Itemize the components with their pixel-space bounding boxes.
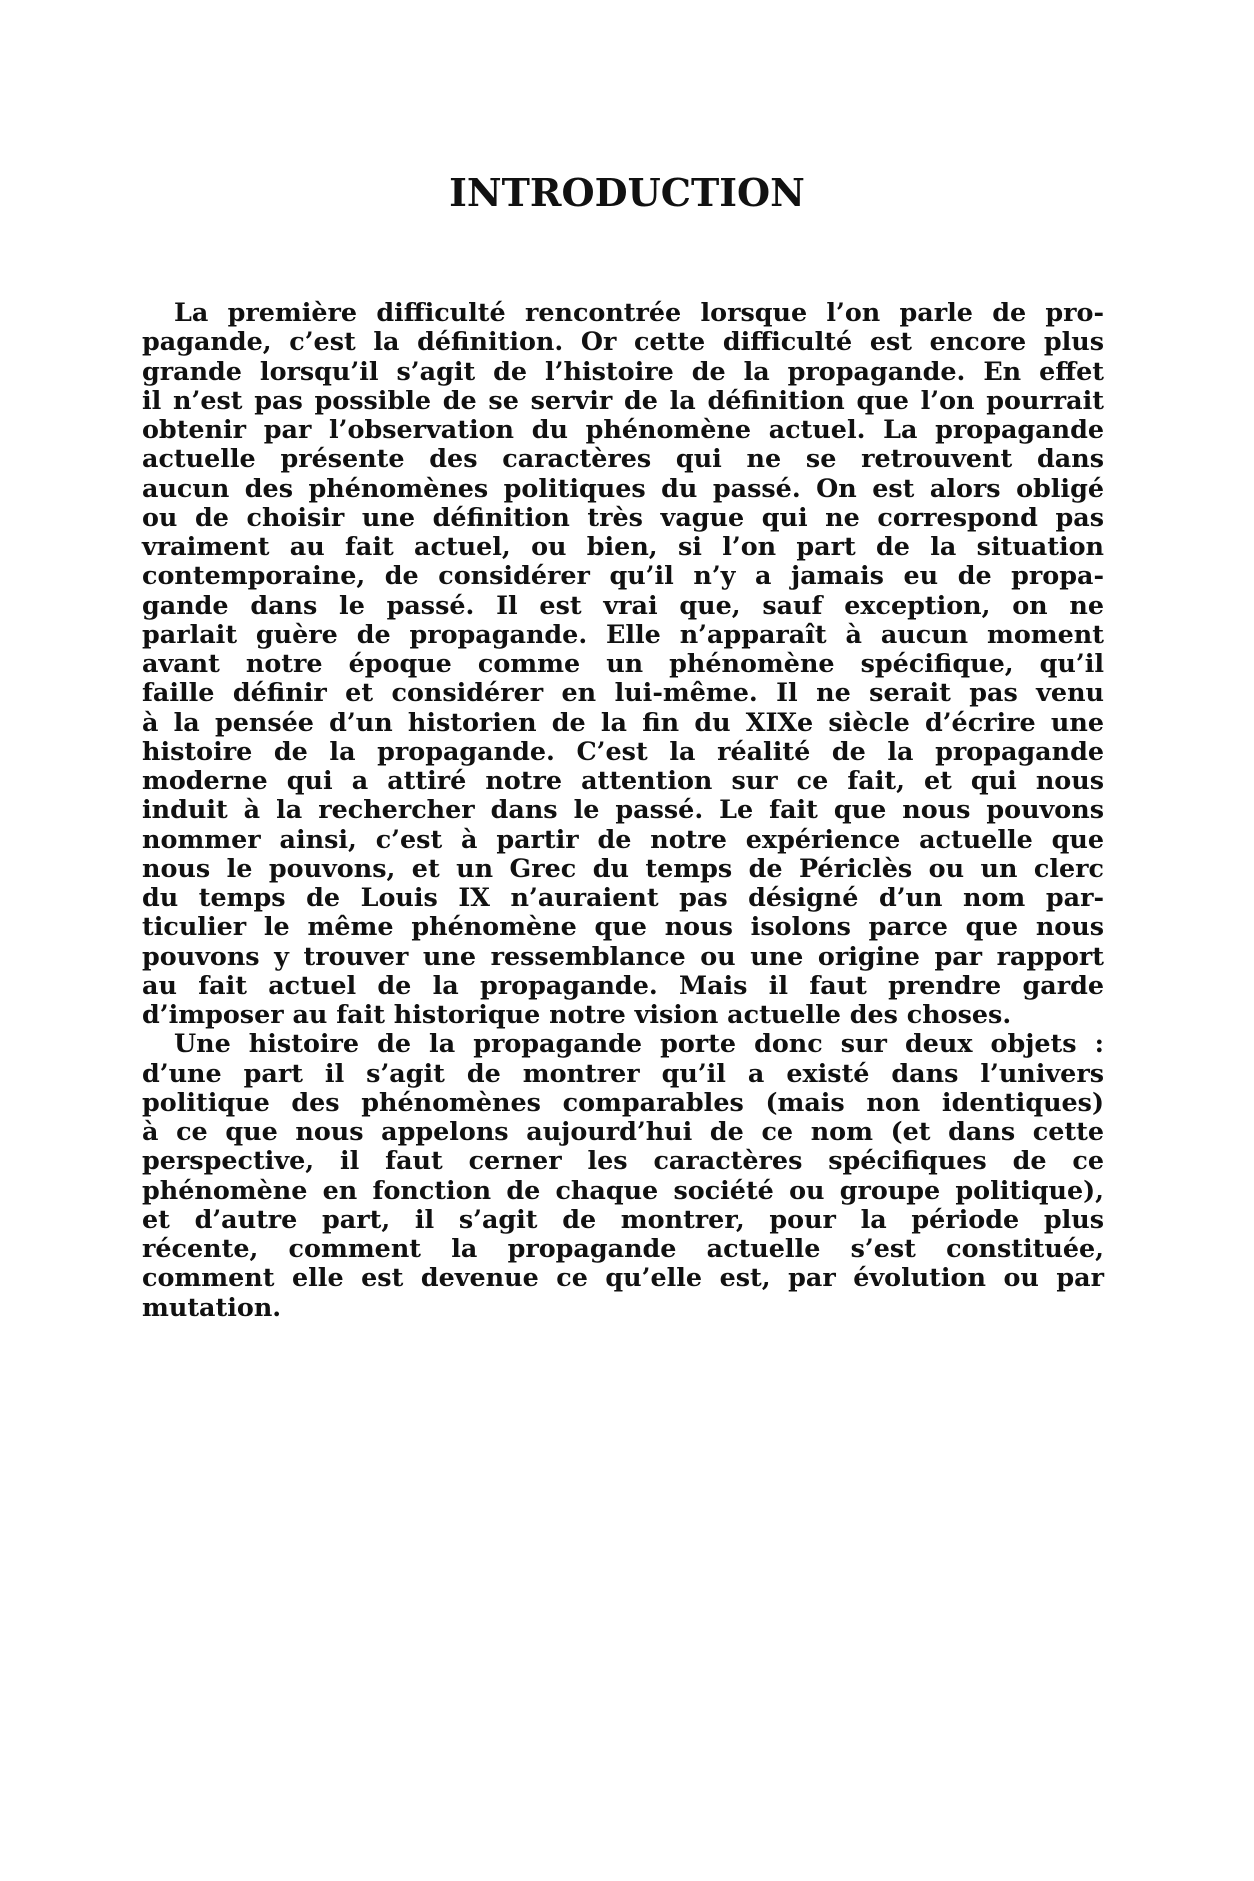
text-line: comment elle est devenue ce qu’elle est, par évolution ou par [142,1262,1104,1293]
body-text [142,298,1104,1322]
text-line: récente, comment la propagande actuelle s’est constituée, [142,1233,1104,1263]
text-line: parlait guère de propagande. Elle n’apparaît à aucun moment [142,618,1104,649]
text-line: au fait actuel de la propagande. Mais il faut prendre garde [142,969,1104,1000]
text-line: à la pensée d’un historien de la fin du XIXe siècle d’écrire une [142,706,1104,737]
text-line: et d’autre part, il s’agit de montrer, pour la période plus [142,1203,1104,1234]
text-line: phénomène en fonction de chaque société ou groupe politique), [142,1174,1104,1205]
text-line: avant notre époque comme un phénomène spécifique, qu’il [142,648,1104,678]
text-line: d’imposer au fait historique notre vision actuelle des choses. [142,999,1012,1029]
text-line: nous le pouvons, et un Grec du temps de Périclès ou un clerc [142,852,1104,883]
text-line: perspective, il faut cerner les caractères spécifiques de ce [142,1145,1104,1176]
text-line: mutation. [142,1291,282,1322]
text-line: vraiment au fait actuel, ou bien, si l’on part de la situation [142,531,1104,561]
page-title: INTRODUCTION [449,170,805,215]
text-line: moderne qui a attiré notre attention sur ce fait, et qui nous [142,765,1104,795]
text-line: ticulier le même phénomène que nous isolons parce que nous [142,911,1104,942]
text-line: aucun des phénomènes politiques du passé. On est alors obligé [142,472,1104,503]
text-line: Une histoire de la propagande porte donc sur deux objets : [174,1028,1104,1059]
text-line: faille définir et considérer en lui-même. Il ne serait pas venu [142,677,1104,708]
text-line: obtenir par l’observation du phénomène actuel. La propagande [142,414,1104,444]
text-line: du temps de Louis IX n’auraient pas désigné d’un nom par- [142,882,1104,912]
text-line: La première difficulté rencontrée lorsque l’on parle de pro- [174,297,1104,327]
text-line: actuelle présente des caractères qui ne se retrouvent dans [142,443,1104,474]
text-line: d’une part il s’agit de montrer qu’il a existé dans l’univers [142,1057,1104,1088]
text-line: grande lorsqu’il s’agit de l’histoire de la propagande. En effet [142,355,1104,386]
text-line: politique des phénomènes comparables (mais non identiques) [142,1086,1104,1117]
text-line: contemporaine, de considérer qu’il n’y a jamais eu de propa- [142,560,1104,591]
text-line: pouvons y trouver une ressemblance ou une origine par rapport [142,940,1104,971]
text-line: ou de choisir une définition très vague qui ne correspond pas [142,501,1104,532]
text-line: gande dans le passé. Il est vrai que, sauf exception, on ne [142,589,1104,620]
text-line: induit à la rechercher dans le passé. Le fait que nous pouvons [142,794,1104,825]
text-line: pagande, c’est la définition. Or cette difficulté est encore plus [142,326,1104,357]
text-line: à ce que nous appelons aujourd’hui de ce nom (et dans cette [142,1116,1104,1146]
text-line: il n’est pas possible de se servir de la définition que l’on pourrait [142,384,1104,415]
text-line: nommer ainsi, c’est à partir de notre expérience actuelle que [142,823,1104,854]
text-line: histoire de la propagande. C’est la réalité de la propagande [142,735,1104,766]
